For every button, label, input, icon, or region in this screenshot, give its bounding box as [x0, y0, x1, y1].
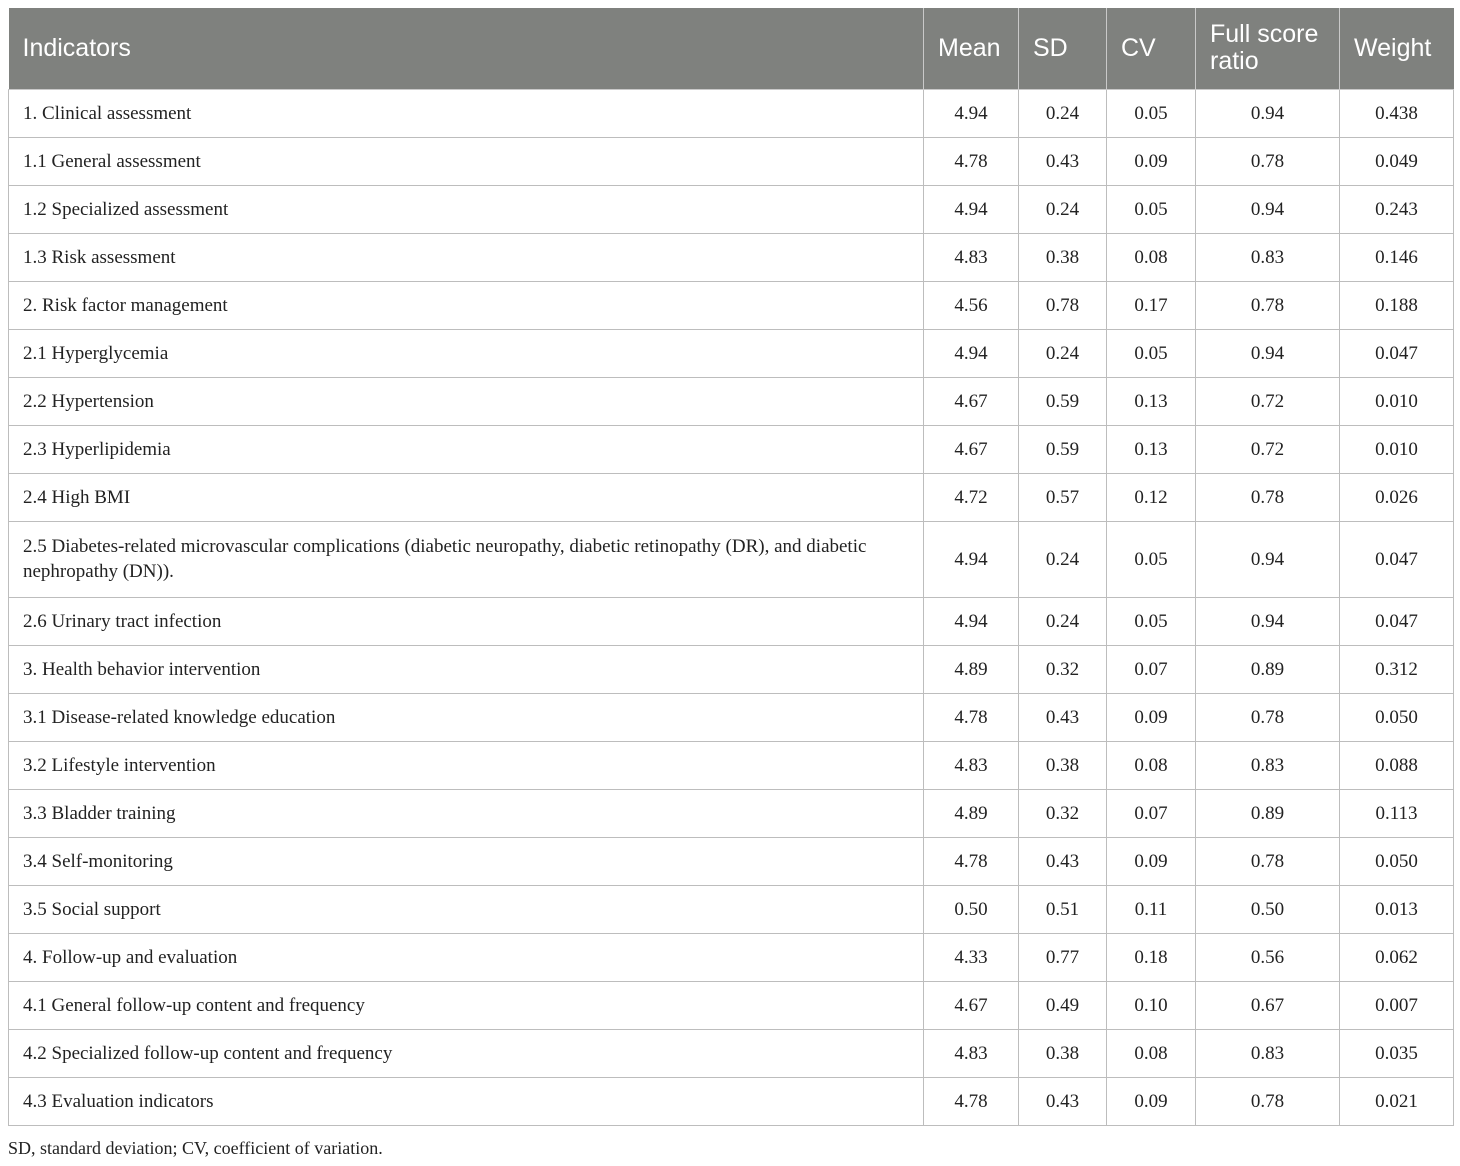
cell-weight: 0.050: [1340, 693, 1454, 741]
cell-full-score-ratio: 0.94: [1196, 185, 1340, 233]
cell-cv: 0.08: [1107, 741, 1196, 789]
table-row: [9, 377, 1454, 425]
cell-full-score-ratio: 0.72: [1196, 425, 1340, 473]
table-row: [9, 837, 1454, 885]
header-weight: Weight: [1340, 8, 1454, 89]
cell-indicator: 2.5 Diabetes-related microvascular complications (diabetic neuropathy, diabetic retinopathy (DR), and diabetic nephropathy (DN)).: [9, 521, 924, 597]
cell-weight: 0.047: [1340, 521, 1454, 597]
cell-mean: 4.78: [924, 693, 1019, 741]
cell-sd: 0.51: [1019, 885, 1107, 933]
cell-indicator: 2.4 High BMI: [9, 473, 924, 521]
cell-cv: 0.18: [1107, 933, 1196, 981]
cell-full-score-ratio: 0.78: [1196, 1077, 1340, 1125]
cell-indicator: 4.2 Specialized follow-up content and frequency: [9, 1029, 924, 1077]
cell-indicator: 3.1 Disease-related knowledge education: [9, 693, 924, 741]
cell-indicator: 3.3 Bladder training: [9, 789, 924, 837]
cell-sd: 0.32: [1019, 789, 1107, 837]
cell-weight: 0.047: [1340, 597, 1454, 645]
cell-cv: 0.09: [1107, 693, 1196, 741]
cell-indicator: 3.4 Self-monitoring: [9, 837, 924, 885]
cell-weight: 0.062: [1340, 933, 1454, 981]
cell-weight: 0.438: [1340, 89, 1454, 137]
cell-cv: 0.05: [1107, 185, 1196, 233]
cell-weight: 0.050: [1340, 837, 1454, 885]
table-row: [9, 645, 1454, 693]
cell-weight: 0.312: [1340, 645, 1454, 693]
cell-cv: 0.10: [1107, 981, 1196, 1029]
cell-mean: 4.94: [924, 89, 1019, 137]
table-row: [9, 473, 1454, 521]
cell-cv: 0.09: [1107, 1077, 1196, 1125]
cell-sd: 0.43: [1019, 137, 1107, 185]
cell-mean: 4.94: [924, 597, 1019, 645]
cell-indicator: 1.2 Specialized assessment: [9, 185, 924, 233]
cell-indicator: 2. Risk factor management: [9, 281, 924, 329]
cell-sd: 0.38: [1019, 741, 1107, 789]
cell-mean: 4.89: [924, 789, 1019, 837]
cell-mean: 4.67: [924, 981, 1019, 1029]
cell-full-score-ratio: 0.94: [1196, 89, 1340, 137]
cell-cv: 0.13: [1107, 425, 1196, 473]
cell-weight: 0.013: [1340, 885, 1454, 933]
cell-cv: 0.07: [1107, 645, 1196, 693]
cell-mean: 4.94: [924, 521, 1019, 597]
table-row: [9, 741, 1454, 789]
cell-mean: 4.56: [924, 281, 1019, 329]
cell-mean: 4.83: [924, 233, 1019, 281]
cell-full-score-ratio: 0.56: [1196, 933, 1340, 981]
cell-full-score-ratio: 0.78: [1196, 473, 1340, 521]
cell-sd: 0.49: [1019, 981, 1107, 1029]
cell-mean: 4.94: [924, 329, 1019, 377]
cell-sd: 0.43: [1019, 837, 1107, 885]
table-row: [9, 789, 1454, 837]
cell-weight: 0.047: [1340, 329, 1454, 377]
header-sd: SD: [1019, 8, 1107, 89]
cell-mean: 4.83: [924, 741, 1019, 789]
table-row: [9, 1029, 1454, 1077]
cell-weight: 0.026: [1340, 473, 1454, 521]
cell-sd: 0.24: [1019, 329, 1107, 377]
cell-sd: 0.78: [1019, 281, 1107, 329]
table-row: [9, 233, 1454, 281]
header-indicators: Indicators: [9, 8, 924, 89]
table-body: [9, 89, 1454, 1125]
cell-mean: 0.50: [924, 885, 1019, 933]
cell-indicator: 1.1 General assessment: [9, 137, 924, 185]
cell-indicator: 4. Follow-up and evaluation: [9, 933, 924, 981]
cell-cv: 0.09: [1107, 137, 1196, 185]
cell-cv: 0.05: [1107, 329, 1196, 377]
cell-full-score-ratio: 0.89: [1196, 645, 1340, 693]
cell-mean: 4.78: [924, 137, 1019, 185]
table-row: [9, 1077, 1454, 1125]
cell-cv: 0.08: [1107, 1029, 1196, 1077]
cell-indicator: 2.6 Urinary tract infection: [9, 597, 924, 645]
cell-full-score-ratio: 0.78: [1196, 137, 1340, 185]
cell-full-score-ratio: 0.50: [1196, 885, 1340, 933]
cell-cv: 0.09: [1107, 837, 1196, 885]
table-row: [9, 981, 1454, 1029]
cell-mean: 4.78: [924, 837, 1019, 885]
cell-full-score-ratio: 0.78: [1196, 693, 1340, 741]
cell-indicator: 2.1 Hyperglycemia: [9, 329, 924, 377]
cell-cv: 0.08: [1107, 233, 1196, 281]
cell-weight: 0.035: [1340, 1029, 1454, 1077]
table-row: [9, 137, 1454, 185]
cell-weight: 0.010: [1340, 377, 1454, 425]
table-row: [9, 597, 1454, 645]
header-full-score-ratio: Full score ratio: [1196, 8, 1340, 89]
cell-mean: 4.83: [924, 1029, 1019, 1077]
cell-mean: 4.67: [924, 377, 1019, 425]
table-row: [9, 885, 1454, 933]
table-row: [9, 521, 1454, 597]
cell-full-score-ratio: 0.67: [1196, 981, 1340, 1029]
cell-full-score-ratio: 0.94: [1196, 521, 1340, 597]
cell-mean: 4.33: [924, 933, 1019, 981]
cell-mean: 4.72: [924, 473, 1019, 521]
header-mean: Mean: [924, 8, 1019, 89]
cell-cv: 0.07: [1107, 789, 1196, 837]
cell-full-score-ratio: 0.78: [1196, 837, 1340, 885]
cell-sd: 0.59: [1019, 425, 1107, 473]
cell-sd: 0.38: [1019, 1029, 1107, 1077]
cell-indicator: 1.3 Risk assessment: [9, 233, 924, 281]
table-footnote: SD, standard deviation; CV, coefficient of variation.: [8, 1138, 383, 1158]
table-row: [9, 89, 1454, 137]
cell-mean: 4.89: [924, 645, 1019, 693]
cell-weight: 0.088: [1340, 741, 1454, 789]
cell-sd: 0.77: [1019, 933, 1107, 981]
cell-indicator: 3.5 Social support: [9, 885, 924, 933]
cell-mean: 4.67: [924, 425, 1019, 473]
cell-weight: 0.243: [1340, 185, 1454, 233]
cell-cv: 0.11: [1107, 885, 1196, 933]
cell-cv: 0.05: [1107, 521, 1196, 597]
cell-indicator: 1. Clinical assessment: [9, 89, 924, 137]
cell-weight: 0.007: [1340, 981, 1454, 1029]
cell-cv: 0.17: [1107, 281, 1196, 329]
cell-cv: 0.05: [1107, 597, 1196, 645]
cell-full-score-ratio: 0.83: [1196, 1029, 1340, 1077]
table-row: [9, 693, 1454, 741]
cell-sd: 0.24: [1019, 521, 1107, 597]
cell-cv: 0.05: [1107, 89, 1196, 137]
cell-full-score-ratio: 0.78: [1196, 281, 1340, 329]
cell-cv: 0.12: [1107, 473, 1196, 521]
cell-indicator: 3. Health behavior intervention: [9, 645, 924, 693]
table-row: [9, 329, 1454, 377]
cell-full-score-ratio: 0.72: [1196, 377, 1340, 425]
cell-indicator: 3.2 Lifestyle intervention: [9, 741, 924, 789]
cell-sd: 0.59: [1019, 377, 1107, 425]
cell-sd: 0.43: [1019, 1077, 1107, 1125]
cell-weight: 0.049: [1340, 137, 1454, 185]
cell-full-score-ratio: 0.94: [1196, 329, 1340, 377]
cell-mean: 4.78: [924, 1077, 1019, 1125]
cell-sd: 0.57: [1019, 473, 1107, 521]
indicators-table: [8, 8, 1454, 1126]
cell-weight: 0.188: [1340, 281, 1454, 329]
cell-indicator: 2.2 Hypertension: [9, 377, 924, 425]
cell-indicator: 2.3 Hyperlipidemia: [9, 425, 924, 473]
header-row: [9, 8, 1454, 89]
cell-sd: 0.24: [1019, 89, 1107, 137]
cell-cv: 0.13: [1107, 377, 1196, 425]
cell-weight: 0.021: [1340, 1077, 1454, 1125]
cell-sd: 0.43: [1019, 693, 1107, 741]
cell-full-score-ratio: 0.83: [1196, 741, 1340, 789]
cell-sd: 0.24: [1019, 185, 1107, 233]
cell-weight: 0.010: [1340, 425, 1454, 473]
cell-weight: 0.113: [1340, 789, 1454, 837]
cell-weight: 0.146: [1340, 233, 1454, 281]
table-row: [9, 185, 1454, 233]
cell-full-score-ratio: 0.83: [1196, 233, 1340, 281]
cell-sd: 0.24: [1019, 597, 1107, 645]
header-cv: CV: [1107, 8, 1196, 89]
cell-full-score-ratio: 0.89: [1196, 789, 1340, 837]
cell-full-score-ratio: 0.94: [1196, 597, 1340, 645]
cell-sd: 0.32: [1019, 645, 1107, 693]
cell-sd: 0.38: [1019, 233, 1107, 281]
table-row: [9, 425, 1454, 473]
cell-indicator: 4.3 Evaluation indicators: [9, 1077, 924, 1125]
indicators-table-container: [8, 8, 1453, 1126]
table-header: [9, 8, 1454, 89]
cell-mean: 4.94: [924, 185, 1019, 233]
cell-indicator: 4.1 General follow-up content and frequency: [9, 981, 924, 1029]
table-row: [9, 933, 1454, 981]
table-row: [9, 281, 1454, 329]
